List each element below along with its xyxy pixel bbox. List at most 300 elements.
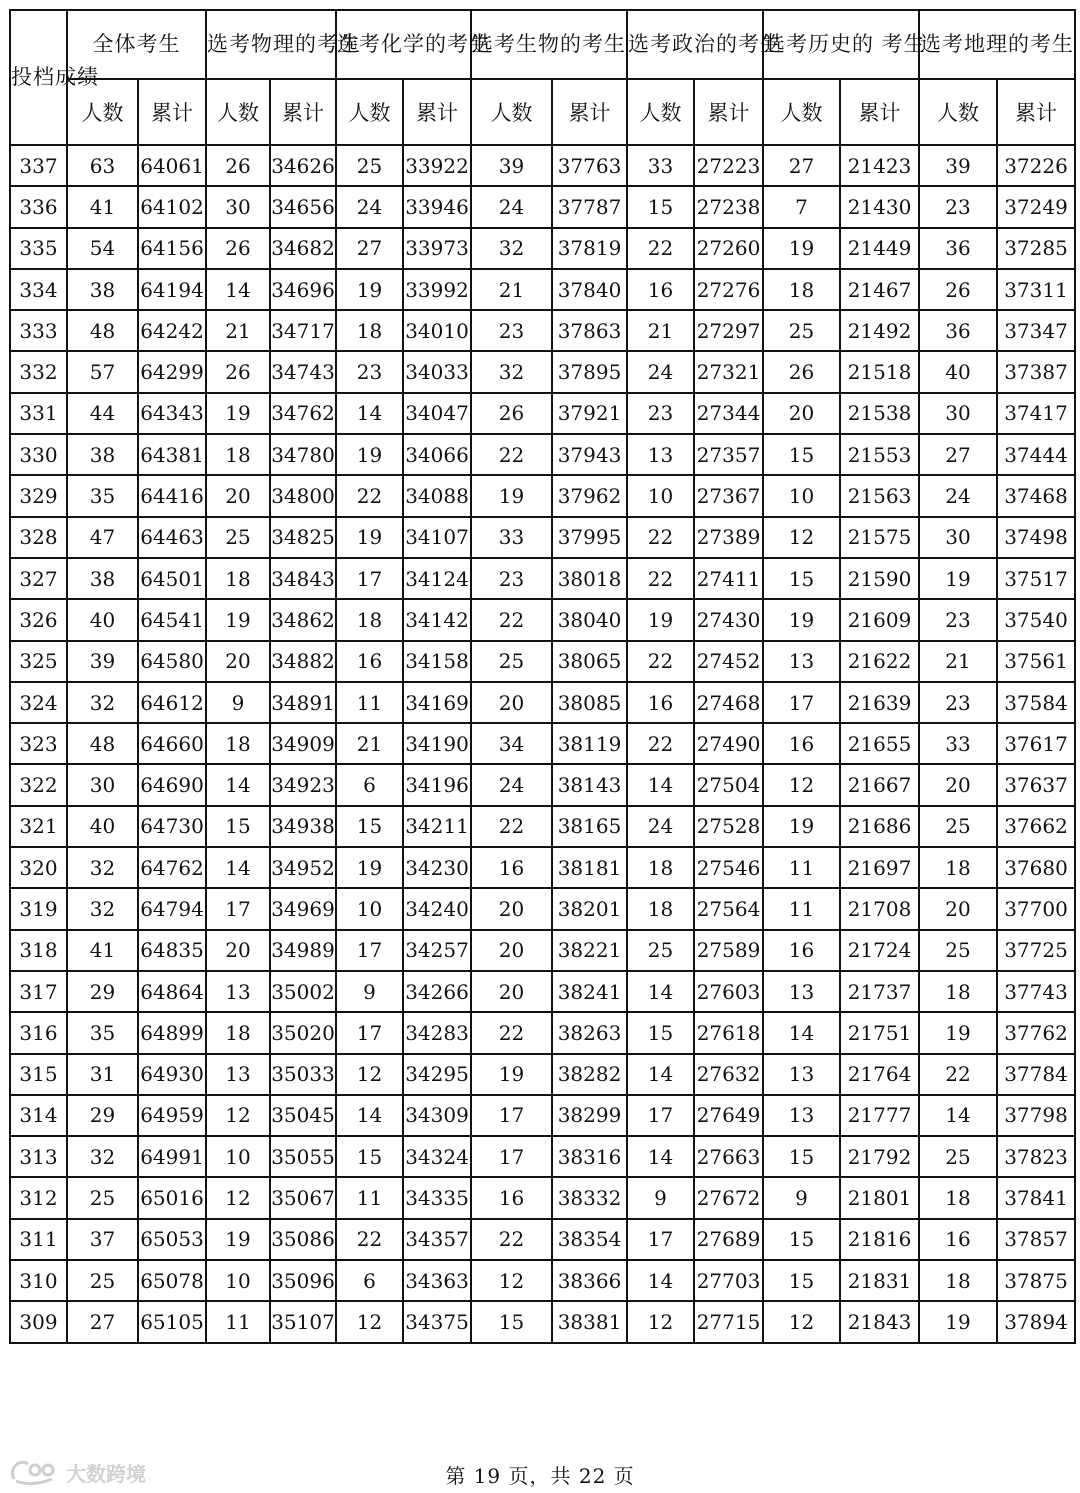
count-cell: 40	[919, 351, 997, 392]
cumulative-cell: 34266	[403, 971, 471, 1012]
count-cell: 18	[763, 269, 840, 310]
cumulative-cell: 34717	[270, 310, 336, 351]
cumulative-cell: 21449	[840, 228, 919, 269]
cumulative-cell: 34882	[270, 641, 336, 682]
cumulative-cell: 37584	[997, 682, 1075, 723]
cumulative-cell: 27703	[694, 1260, 763, 1301]
cumulative-cell: 27715	[694, 1301, 763, 1342]
cumulative-cell: 35107	[270, 1301, 336, 1342]
cumulative-cell: 34142	[403, 599, 471, 640]
count-cell: 20	[206, 475, 270, 516]
score-cell: 323	[10, 723, 67, 764]
cumulative-cell: 37943	[552, 434, 627, 475]
cumulative-cell: 38354	[552, 1219, 627, 1260]
count-cell: 21	[471, 269, 552, 310]
score-cell: 310	[10, 1260, 67, 1301]
count-cell: 38	[67, 269, 138, 310]
count-cell: 12	[627, 1301, 694, 1342]
table-row	[10, 1136, 1075, 1177]
table-row	[10, 475, 1075, 516]
cumulative-cell: 64061	[138, 145, 206, 186]
cumulative-cell: 38065	[552, 641, 627, 682]
count-cell: 18	[336, 310, 403, 351]
count-cell: 13	[627, 434, 694, 475]
count-cell: 37	[67, 1219, 138, 1260]
score-cell: 321	[10, 806, 67, 847]
cumulative-cell: 37700	[997, 888, 1075, 929]
count-cell: 6	[336, 764, 403, 805]
watermark-text: 大数跨境	[66, 1461, 146, 1486]
cumulative-cell: 34010	[403, 310, 471, 351]
cumulative-cell: 27321	[694, 351, 763, 392]
cumulative-cell: 33992	[403, 269, 471, 310]
table-row	[10, 517, 1075, 558]
cumulative-cell: 34862	[270, 599, 336, 640]
cumulative-cell: 27689	[694, 1219, 763, 1260]
table-row	[10, 1177, 1075, 1218]
cumulative-cell: 37387	[997, 351, 1075, 392]
count-cell: 17	[336, 1012, 403, 1053]
cumulative-cell: 21792	[840, 1136, 919, 1177]
count-cell: 19	[763, 228, 840, 269]
table-row	[10, 434, 1075, 475]
cumulative-cell: 27490	[694, 723, 763, 764]
score-cell: 333	[10, 310, 67, 351]
count-cell: 18	[206, 558, 270, 599]
cumulative-cell: 34033	[403, 351, 471, 392]
count-cell: 26	[471, 393, 552, 434]
count-cell: 22	[471, 434, 552, 475]
cumulative-cell: 34909	[270, 723, 336, 764]
count-cell: 19	[919, 1301, 997, 1342]
page-footer: 第 19 页，共 22 页	[445, 1464, 635, 1488]
cumulative-cell: 35002	[270, 971, 336, 1012]
cumulative-cell: 37863	[552, 310, 627, 351]
cumulative-cell: 64463	[138, 517, 206, 558]
count-cell: 41	[67, 930, 138, 971]
cumulative-cell: 34696	[270, 269, 336, 310]
count-cell: 19	[919, 558, 997, 599]
cumulative-cell: 35086	[270, 1219, 336, 1260]
count-cell: 17	[627, 1219, 694, 1260]
cumulative-cell: 21423	[840, 145, 919, 186]
cumulative-cell: 21518	[840, 351, 919, 392]
cumulative-cell: 27276	[694, 269, 763, 310]
count-cell: 30	[206, 186, 270, 227]
cumulative-cell: 37875	[997, 1260, 1075, 1301]
cumulative-cell: 38381	[552, 1301, 627, 1342]
cumulative-cell: 38201	[552, 888, 627, 929]
cumulative-cell: 21467	[840, 269, 919, 310]
count-cell: 18	[919, 1260, 997, 1301]
count-cell: 17	[471, 1095, 552, 1136]
count-cell: 27	[763, 145, 840, 186]
cumulative-cell: 34124	[403, 558, 471, 599]
table-row	[10, 1301, 1075, 1342]
table-row	[10, 888, 1075, 929]
score-cell: 332	[10, 351, 67, 392]
count-cell: 23	[919, 186, 997, 227]
count-cell: 19	[471, 1054, 552, 1095]
count-cell: 18	[919, 971, 997, 1012]
cumulative-cell: 37285	[997, 228, 1075, 269]
count-cell: 16	[763, 930, 840, 971]
cumulative-cell: 27430	[694, 599, 763, 640]
cumulative-cell: 38282	[552, 1054, 627, 1095]
cumulative-cell: 27632	[694, 1054, 763, 1095]
count-cell: 27	[336, 228, 403, 269]
cumulative-cell: 38018	[552, 558, 627, 599]
cumulative-header: 累计	[403, 79, 471, 145]
score-cell: 319	[10, 888, 67, 929]
count-cell: 32	[67, 847, 138, 888]
count-cell: 15	[206, 806, 270, 847]
count-cell: 9	[627, 1177, 694, 1218]
count-cell: 10	[206, 1136, 270, 1177]
count-cell: 12	[763, 1301, 840, 1342]
count-cell: 24	[471, 764, 552, 805]
cumulative-cell: 27564	[694, 888, 763, 929]
count-cell: 26	[763, 351, 840, 392]
count-cell: 48	[67, 310, 138, 351]
count-cell: 34	[471, 723, 552, 764]
group-header-geography: 选考地理的考生	[919, 10, 1075, 79]
cumulative-cell: 34938	[270, 806, 336, 847]
cumulative-cell: 37894	[997, 1301, 1075, 1342]
table-row	[10, 145, 1075, 186]
cumulative-cell: 37895	[552, 351, 627, 392]
cumulative-cell: 37444	[997, 434, 1075, 475]
count-cell: 38	[67, 558, 138, 599]
cumulative-cell: 37311	[997, 269, 1075, 310]
count-cell: 14	[336, 1095, 403, 1136]
cumulative-cell: 64541	[138, 599, 206, 640]
cumulative-cell: 37840	[552, 269, 627, 310]
score-cell: 309	[10, 1301, 67, 1342]
cumulative-cell: 33922	[403, 145, 471, 186]
count-cell: 6	[336, 1260, 403, 1301]
cumulative-cell: 35067	[270, 1177, 336, 1218]
cumulative-cell: 27367	[694, 475, 763, 516]
cumulative-cell: 27260	[694, 228, 763, 269]
count-cell: 22	[627, 228, 694, 269]
cumulative-cell: 38181	[552, 847, 627, 888]
count-cell: 47	[67, 517, 138, 558]
cumulative-cell: 37540	[997, 599, 1075, 640]
cumulative-cell: 38119	[552, 723, 627, 764]
count-cell: 18	[627, 888, 694, 929]
cumulative-cell: 37921	[552, 393, 627, 434]
table-row	[10, 1012, 1075, 1053]
table-row	[10, 1260, 1075, 1301]
count-cell: 10	[763, 475, 840, 516]
count-cell: 13	[763, 1095, 840, 1136]
count-cell: 9	[206, 682, 270, 723]
table-row	[10, 641, 1075, 682]
count-cell: 20	[471, 682, 552, 723]
score-cell: 313	[10, 1136, 67, 1177]
count-cell: 14	[206, 269, 270, 310]
cumulative-cell: 27223	[694, 145, 763, 186]
count-cell: 30	[919, 517, 997, 558]
cumulative-cell: 21801	[840, 1177, 919, 1218]
score-cell: 328	[10, 517, 67, 558]
count-cell: 23	[471, 558, 552, 599]
cumulative-cell: 21667	[840, 764, 919, 805]
cumulative-cell: 34066	[403, 434, 471, 475]
count-cell: 54	[67, 228, 138, 269]
cumulative-cell: 34780	[270, 434, 336, 475]
count-cell: 12	[471, 1260, 552, 1301]
cumulative-cell: 64501	[138, 558, 206, 599]
count-cell: 15	[336, 806, 403, 847]
cumulative-cell: 21708	[840, 888, 919, 929]
cumulative-cell: 35055	[270, 1136, 336, 1177]
header-row-groups	[10, 10, 1075, 79]
count-cell: 25	[919, 1136, 997, 1177]
count-cell: 9	[336, 971, 403, 1012]
count-cell: 27	[67, 1301, 138, 1342]
cumulative-header: 累计	[270, 79, 336, 145]
count-cell: 11	[206, 1301, 270, 1342]
cumulative-cell: 64381	[138, 434, 206, 475]
count-cell: 16	[471, 847, 552, 888]
cumulative-cell: 64102	[138, 186, 206, 227]
cumulative-cell: 64991	[138, 1136, 206, 1177]
count-cell: 20	[919, 888, 997, 929]
table-row	[10, 971, 1075, 1012]
cumulative-cell: 27649	[694, 1095, 763, 1136]
cumulative-cell: 21764	[840, 1054, 919, 1095]
count-cell: 14	[206, 764, 270, 805]
cumulative-cell: 34190	[403, 723, 471, 764]
cumulative-cell: 37662	[997, 806, 1075, 847]
count-cell: 20	[471, 888, 552, 929]
count-cell: 22	[471, 806, 552, 847]
count-cell: 12	[336, 1054, 403, 1095]
cumulative-cell: 65078	[138, 1260, 206, 1301]
score-cell: 337	[10, 145, 67, 186]
cumulative-cell: 34363	[403, 1260, 471, 1301]
count-cell: 63	[67, 145, 138, 186]
cumulative-cell: 34283	[403, 1012, 471, 1053]
score-cell: 318	[10, 930, 67, 971]
cumulative-cell: 27468	[694, 682, 763, 723]
cumulative-cell: 64930	[138, 1054, 206, 1095]
count-cell: 20	[206, 641, 270, 682]
count-cell: 17	[336, 930, 403, 971]
score-cell: 325	[10, 641, 67, 682]
table-row	[10, 806, 1075, 847]
count-cell: 19	[763, 806, 840, 847]
count-cell: 19	[763, 599, 840, 640]
count-cell: 19	[206, 1219, 270, 1260]
cumulative-cell: 37841	[997, 1177, 1075, 1218]
cumulative-cell: 64343	[138, 393, 206, 434]
count-cell: 10	[336, 888, 403, 929]
cumulative-cell: 37962	[552, 475, 627, 516]
cumulative-cell: 34743	[270, 351, 336, 392]
table-row	[10, 310, 1075, 351]
cumulative-cell: 21777	[840, 1095, 919, 1136]
cumulative-cell: 64730	[138, 806, 206, 847]
table-row	[10, 682, 1075, 723]
cumulative-cell: 37468	[997, 475, 1075, 516]
count-cell: 23	[919, 599, 997, 640]
group-header-biology: 选考生物的考生	[471, 10, 627, 79]
count-cell: 24	[471, 186, 552, 227]
count-cell: 10	[206, 1260, 270, 1301]
table-row	[10, 1095, 1075, 1136]
count-cell: 24	[627, 351, 694, 392]
cumulative-cell: 65053	[138, 1219, 206, 1260]
count-cell: 11	[763, 888, 840, 929]
count-cell: 16	[336, 641, 403, 682]
count-cell: 17	[471, 1136, 552, 1177]
group-header-history: 选考历史的 考生	[763, 10, 919, 79]
count-cell: 12	[336, 1301, 403, 1342]
cumulative-cell: 37857	[997, 1219, 1075, 1260]
cumulative-cell: 64899	[138, 1012, 206, 1053]
count-header: 人数	[919, 79, 997, 145]
count-cell: 39	[471, 145, 552, 186]
cumulative-cell: 37743	[997, 971, 1075, 1012]
count-cell: 14	[627, 1260, 694, 1301]
count-cell: 33	[471, 517, 552, 558]
count-cell: 31	[67, 1054, 138, 1095]
cumulative-cell: 37995	[552, 517, 627, 558]
count-cell: 17	[627, 1095, 694, 1136]
score-header: 投档成绩	[10, 10, 67, 145]
count-cell: 15	[336, 1136, 403, 1177]
score-cell: 311	[10, 1219, 67, 1260]
cumulative-cell: 34969	[270, 888, 336, 929]
table-row	[10, 186, 1075, 227]
count-cell: 20	[206, 930, 270, 971]
count-cell: 14	[763, 1012, 840, 1053]
group-header-politics: 选考政治的考生	[627, 10, 763, 79]
header-row-subcolumns	[10, 79, 1075, 145]
table-row	[10, 1054, 1075, 1095]
count-header: 人数	[471, 79, 552, 145]
count-cell: 14	[627, 1136, 694, 1177]
cumulative-cell: 27389	[694, 517, 763, 558]
count-cell: 15	[471, 1301, 552, 1342]
table-row	[10, 1219, 1075, 1260]
group-header-all: 全体考生	[67, 10, 206, 79]
score-cell: 331	[10, 393, 67, 434]
cumulative-cell: 21622	[840, 641, 919, 682]
cumulative-cell: 37517	[997, 558, 1075, 599]
count-cell: 11	[763, 847, 840, 888]
count-cell: 18	[919, 847, 997, 888]
table-row	[10, 599, 1075, 640]
cumulative-cell: 64612	[138, 682, 206, 723]
cumulative-cell: 34230	[403, 847, 471, 888]
count-header: 人数	[763, 79, 840, 145]
count-cell: 35	[67, 1012, 138, 1053]
table-row	[10, 847, 1075, 888]
count-cell: 57	[67, 351, 138, 392]
cumulative-cell: 34825	[270, 517, 336, 558]
cumulative-cell: 34952	[270, 847, 336, 888]
cumulative-cell: 38040	[552, 599, 627, 640]
score-cell: 320	[10, 847, 67, 888]
count-cell: 15	[627, 186, 694, 227]
group-header-chemistry: 选考化学的考生	[336, 10, 471, 79]
cumulative-cell: 34375	[403, 1301, 471, 1342]
cumulative-cell: 33946	[403, 186, 471, 227]
count-cell: 16	[627, 682, 694, 723]
cumulative-cell: 64242	[138, 310, 206, 351]
cumulative-cell: 37226	[997, 145, 1075, 186]
count-cell: 15	[763, 558, 840, 599]
cumulative-cell: 37617	[997, 723, 1075, 764]
cumulative-header: 累计	[694, 79, 763, 145]
cumulative-cell: 21575	[840, 517, 919, 558]
cumulative-header: 累计	[138, 79, 206, 145]
cumulative-cell: 34923	[270, 764, 336, 805]
cumulative-cell: 35033	[270, 1054, 336, 1095]
count-cell: 44	[67, 393, 138, 434]
count-cell: 33	[919, 723, 997, 764]
cumulative-cell: 65016	[138, 1177, 206, 1218]
cumulative-cell: 37680	[997, 847, 1075, 888]
score-cell: 317	[10, 971, 67, 1012]
count-cell: 18	[206, 723, 270, 764]
count-cell: 19	[336, 269, 403, 310]
count-cell: 15	[763, 434, 840, 475]
table-row	[10, 558, 1075, 599]
count-cell: 22	[627, 723, 694, 764]
cumulative-cell: 27546	[694, 847, 763, 888]
count-cell: 14	[627, 764, 694, 805]
cumulative-cell: 34309	[403, 1095, 471, 1136]
count-cell: 38	[67, 434, 138, 475]
cumulative-cell: 38143	[552, 764, 627, 805]
cumulative-cell: 37417	[997, 393, 1075, 434]
cumulative-cell: 21737	[840, 971, 919, 1012]
count-cell: 25	[627, 930, 694, 971]
count-cell: 19	[206, 393, 270, 434]
score-cell: 312	[10, 1177, 67, 1218]
cumulative-cell: 34107	[403, 517, 471, 558]
score-cell: 316	[10, 1012, 67, 1053]
count-cell: 18	[627, 847, 694, 888]
count-cell: 22	[336, 1219, 403, 1260]
cumulative-cell: 37763	[552, 145, 627, 186]
cumulative-cell: 27672	[694, 1177, 763, 1218]
count-cell: 20	[471, 971, 552, 1012]
count-cell: 26	[206, 228, 270, 269]
count-cell: 36	[919, 310, 997, 351]
cumulative-cell: 38263	[552, 1012, 627, 1053]
count-cell: 32	[471, 228, 552, 269]
count-cell: 10	[627, 475, 694, 516]
table-row	[10, 930, 1075, 971]
cumulative-cell: 37498	[997, 517, 1075, 558]
cumulative-cell: 27452	[694, 641, 763, 682]
table-row	[10, 228, 1075, 269]
table-row	[10, 723, 1075, 764]
cumulative-cell: 21430	[840, 186, 919, 227]
score-table	[9, 9, 1076, 1344]
count-cell: 24	[336, 186, 403, 227]
score-cell: 326	[10, 599, 67, 640]
count-cell: 32	[67, 888, 138, 929]
cumulative-cell: 38221	[552, 930, 627, 971]
count-cell: 23	[336, 351, 403, 392]
